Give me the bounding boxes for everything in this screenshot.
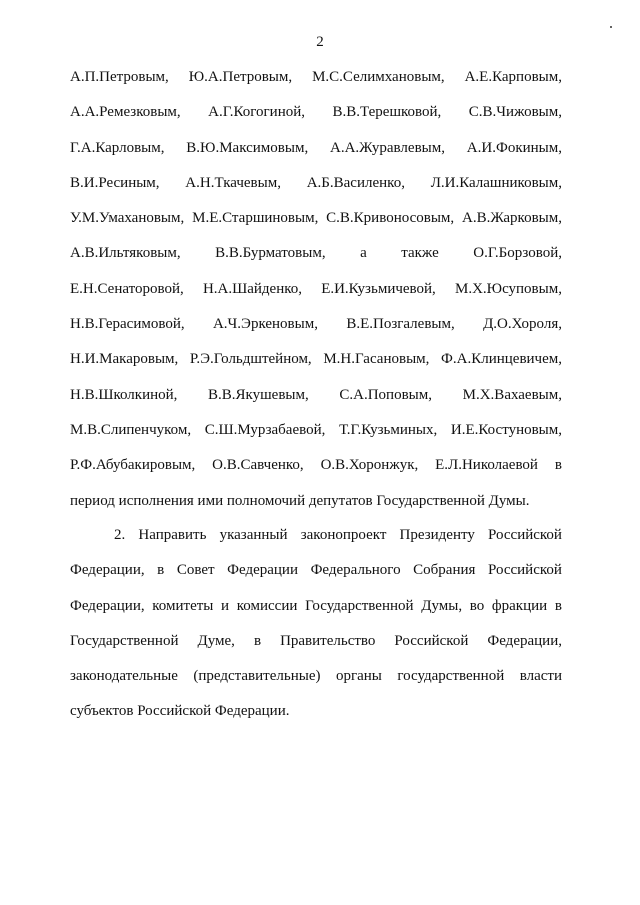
word: в	[554, 597, 562, 614]
deputy-name: А.Е.Карповым,	[464, 69, 562, 85]
deputy-name: В.В.Бурматовым,	[215, 245, 326, 262]
paragraph-line	[70, 694, 562, 729]
word: Думы,	[421, 597, 463, 614]
word: Направить	[138, 527, 207, 543]
deputy-name: В.Е.Позгалевым,	[346, 316, 455, 333]
word: Государственной	[70, 632, 179, 649]
word: Думе,	[197, 632, 235, 649]
deputy-name: О.В.Хоронжук,	[320, 457, 419, 474]
word: Российской	[488, 562, 562, 579]
deputy-name: М.Е.Старшиновым,	[192, 210, 319, 227]
word: власти	[519, 668, 562, 685]
list-line	[70, 131, 562, 166]
word: в	[253, 632, 262, 649]
list-line	[70, 413, 562, 448]
deputy-name: С.Ш.Мурзабаевой,	[204, 421, 326, 438]
word: комитеты	[152, 597, 214, 614]
deputy-name: В.В.Якушевым,	[208, 386, 309, 403]
deputy-name: М.Х.Юсуповым,	[454, 280, 562, 297]
word: Федерации,	[70, 597, 145, 614]
list-line	[70, 448, 562, 483]
deputy-name: Н.А.Шайденко,	[202, 280, 303, 297]
deputy-name: А.Г.Когогиной,	[208, 104, 306, 121]
word: Президенту	[399, 527, 475, 543]
word: указанный	[219, 527, 288, 543]
list-line	[70, 307, 562, 342]
word: Собрания	[413, 562, 476, 579]
deputy-name: Г.А.Карловым,	[70, 139, 165, 156]
conjunction-word: также	[401, 245, 439, 262]
word: Совет	[176, 562, 215, 579]
list-line	[70, 166, 562, 201]
deputy-name: А.Б.Василенко,	[306, 174, 405, 191]
deputy-name: А.В.Жарковым,	[462, 210, 562, 227]
deputy-name: О.В.Савченко,	[212, 457, 304, 474]
deputy-name: М.В.Слипенчуком,	[70, 421, 192, 438]
deputy-name: Р.Э.Гольдштейном,	[189, 351, 312, 368]
deputy-name: А.Ч.Эркеновым,	[212, 316, 318, 333]
deputy-name: Д.О.Хороля,	[483, 316, 562, 333]
deputy-name: Р.Ф.Абубакировым,	[70, 457, 196, 474]
word: государственной	[397, 668, 505, 685]
word: органы	[335, 668, 382, 685]
paragraph-line	[70, 589, 562, 624]
deputy-name: М.Н.Гасановым,	[323, 351, 430, 368]
word: комиссии	[236, 597, 298, 614]
word: Правительство	[280, 632, 376, 649]
deputy-name: А.А.Журавлевым,	[330, 139, 445, 156]
deputy-name: А.Н.Ткачевым,	[185, 174, 281, 191]
deputy-name: Е.И.Кузьмичевой,	[321, 280, 436, 297]
deputy-name: Л.И.Калашниковым,	[430, 174, 562, 191]
word: в	[157, 562, 165, 579]
deputy-name: Ф.А.Клинцевичем,	[441, 351, 562, 368]
deputy-name: А.И.Фокиным,	[466, 139, 562, 156]
deputy-name: Т.Г.Кузьминых,	[339, 421, 438, 438]
paragraph-line	[70, 553, 562, 588]
word: во	[469, 597, 485, 614]
deputy-name: У.М.Умахановым,	[70, 210, 185, 227]
deputy-name: С.В.Чижовым,	[468, 104, 562, 121]
closing-text: период исполнения ими полномочий депутатов Государственной Думы.	[70, 492, 530, 509]
word: Федерации,	[487, 632, 562, 649]
deputy-name: И.Е.Костуновым,	[450, 421, 562, 438]
word: законодательные	[70, 668, 178, 685]
deputy-name: Н.И.Макаровым,	[70, 351, 179, 368]
word: (представительные)	[193, 668, 321, 685]
deputy-name: В.И.Ресиным,	[70, 174, 160, 191]
list-line	[70, 95, 562, 130]
word: Федерации,	[70, 562, 145, 579]
closing-line	[70, 484, 562, 519]
page-number: 2	[316, 34, 324, 50]
word: 2.	[114, 527, 126, 543]
deputies-list	[70, 60, 562, 519]
list-line	[70, 378, 562, 413]
list-line	[70, 60, 562, 95]
list-line	[70, 236, 562, 271]
word: законопроект	[300, 527, 387, 543]
deputy-name: В.Ю.Максимовым,	[186, 139, 309, 156]
deputy-name: С.В.Кривоносовым,	[326, 210, 455, 227]
deputy-name: А.П.Петровым,	[70, 69, 169, 85]
deputy-name: С.А.Поповым,	[339, 386, 432, 403]
word: и	[221, 597, 230, 614]
word: Федерации	[227, 562, 298, 579]
paragraph-line	[70, 518, 562, 553]
deputy-name: А.В.Ильтяковым,	[70, 245, 181, 262]
list-line	[70, 342, 562, 377]
paragraph-2	[70, 518, 562, 730]
word: Российской	[488, 527, 562, 543]
word: Федерального	[310, 562, 401, 579]
list-line	[70, 201, 562, 236]
conjunction-word: а	[360, 245, 367, 262]
deputy-name: Н.В.Герасимовой,	[70, 316, 185, 333]
scan-mark	[610, 26, 612, 28]
paragraph-line	[70, 624, 562, 659]
word: фракции	[491, 597, 548, 614]
word: Государственной	[305, 597, 414, 614]
deputy-name: Е.Л.Николаевой	[435, 457, 538, 474]
paragraph-line	[70, 659, 562, 694]
word: Российской	[394, 632, 469, 649]
paragraph-end: субъектов Российской Федерации.	[70, 703, 290, 720]
deputy-name: В.В.Терешковой,	[332, 104, 442, 121]
deputy-name: О.Г.Борзовой,	[473, 245, 562, 262]
deputy-name: Ю.А.Петровым,	[188, 69, 293, 85]
deputy-name: М.Х.Вахаевым,	[462, 386, 562, 403]
deputy-name: Н.В.Школкиной,	[70, 386, 178, 403]
conjunction-word: в	[554, 457, 562, 474]
deputy-name: А.А.Ремезковым,	[70, 104, 181, 121]
deputy-name: М.С.Селимхановым,	[312, 69, 445, 85]
list-line	[70, 272, 562, 307]
deputy-name: Е.Н.Сенаторовой,	[70, 280, 184, 297]
